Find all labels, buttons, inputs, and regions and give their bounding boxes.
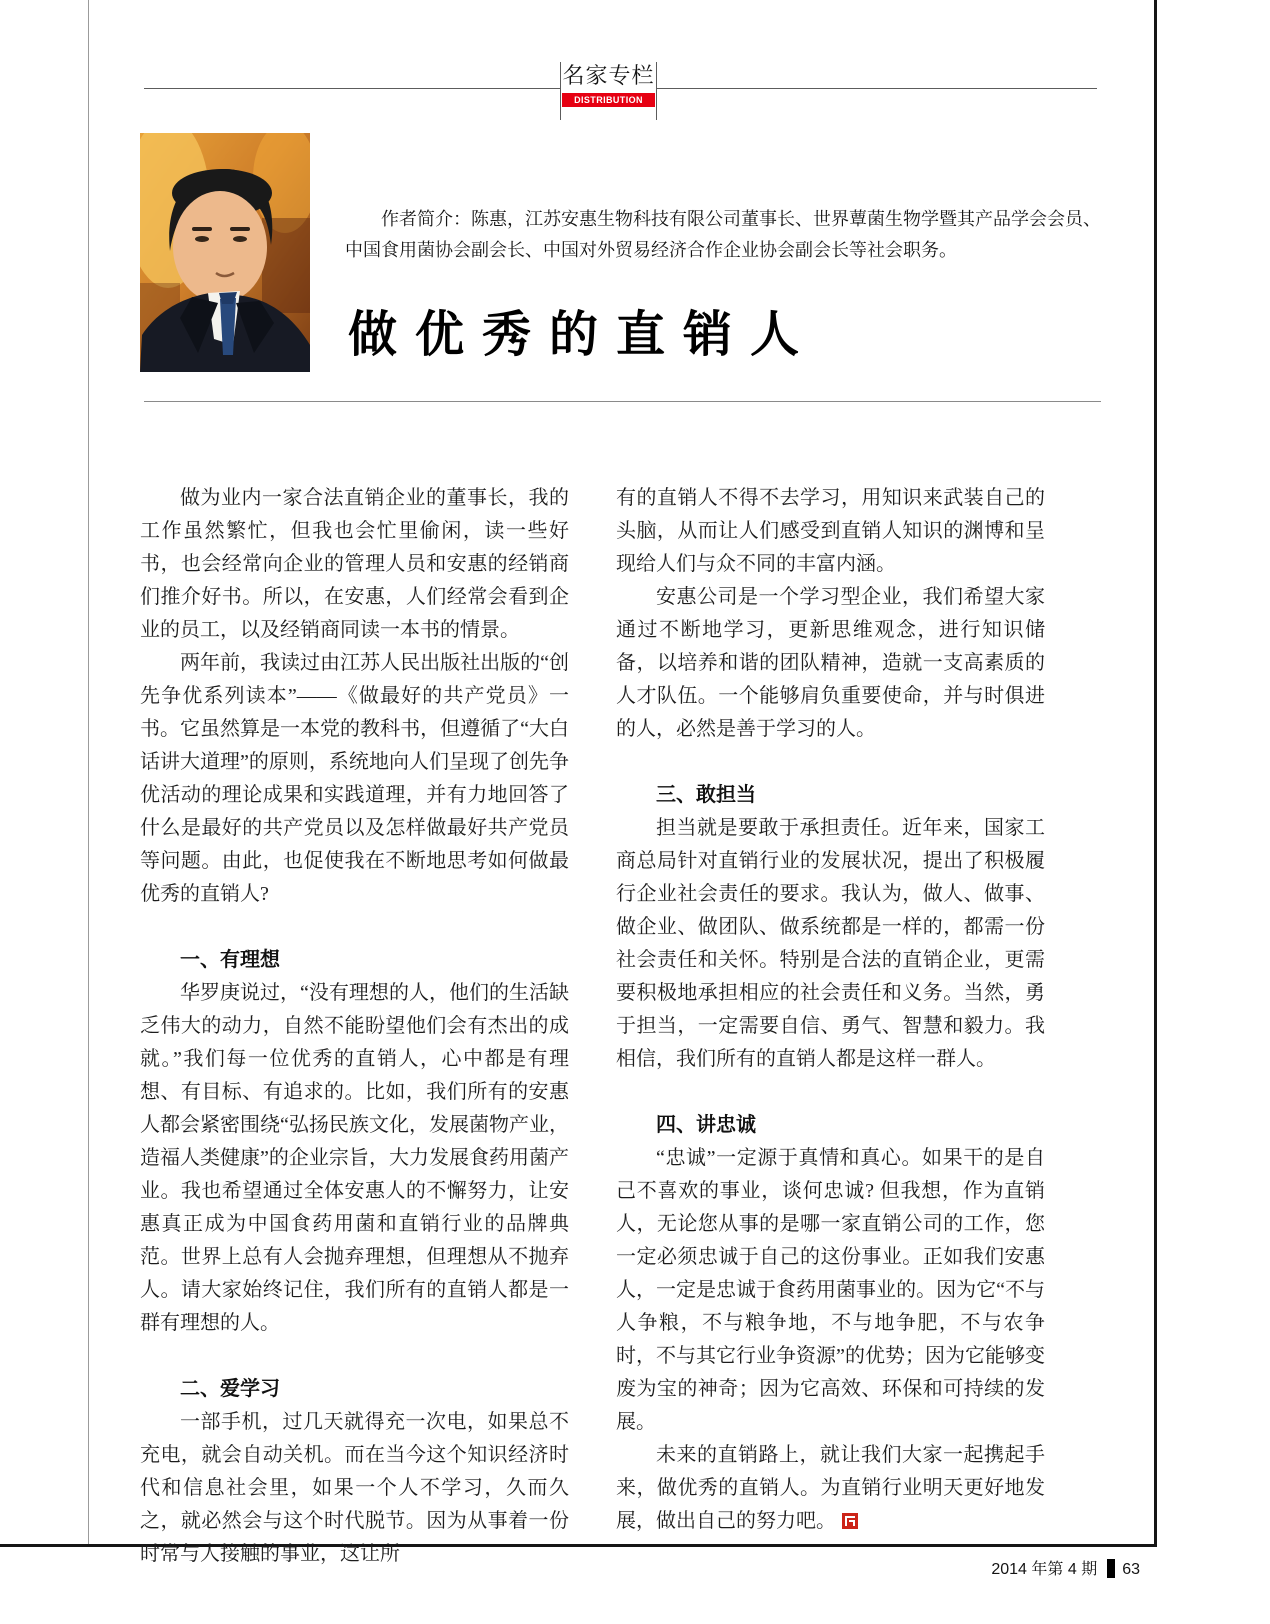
article-column-left: [140, 482, 569, 1571]
header-rule-right: [656, 88, 1097, 89]
section-heading: 一、有理想: [180, 949, 280, 971]
header-divider-right: [656, 62, 657, 120]
paragraph: 担当就是要敢于承担责任。近年来，国家工商总局针对直销行业的发展状况，提出了积极履行企业社会责任的要求。我认为，做人、做事、做企业、做团队、做系统都是一样的，都需一份社会责任和关怀。特别是合法的直销企业，更需要积极地承担相应的社会责任和义务。当然，勇于担当，一定需要自信、勇气、智慧和毅力。我相信，我们所有的直销人都是这样一群人。: [616, 817, 1045, 1070]
paragraph: 两年前，我读过由江苏人民出版社出版的“创先争优系列读本”——《做最好的共产党员》一书。它虽然算是一本党的教科书，但遵循了“大白话讲大道理”的原则，系统地向人们呈现了创先争优活动的理论成果和实践道理，并有力地回答了什么是最好的共产党员以及怎样做最好共产党员等问题。由此，也促使我在不断地思考如何做最优秀的直销人?: [140, 652, 569, 905]
author-intro-line2: 中国食用菌协会副会长、中国对外贸易经济合作企业协会副会长等社会职务。: [345, 240, 957, 260]
page-number: 63: [1122, 1561, 1140, 1578]
article-end-mark-icon: [842, 1513, 858, 1529]
magazine-badge: DISTRIBUTION TIME: [562, 93, 655, 107]
section-heading: 二、爱学习: [180, 1378, 280, 1400]
section-heading: 三、敢担当: [656, 784, 756, 806]
right-margin-line: [1154, 0, 1157, 1546]
paragraph: 做为业内一家合法直销企业的董事长，我的工作虽然繁忙，但我也会忙里偷闲，读一些好书，也会经常向企业的管理人员和安惠的经销商们推介好书。所以，在安惠，人们经常会看到企业的员工，以及经销商同读一本书的情景。: [140, 487, 569, 641]
left-margin-line: [88, 0, 89, 1546]
page-footer: [800, 1556, 1140, 1579]
paragraph: 有的直销人不得不去学习，用知识来武装自己的头脑，从而让人们感受到直销人知识的渊博和呈现给人们与众不同的丰富内涵。: [616, 487, 1045, 575]
footer-bar: [1107, 1559, 1115, 1578]
issue-label: 2014 年第 4 期: [991, 1561, 1098, 1578]
paragraph: 一部手机，过几天就得充一次电，如果总不充电，就会自动关机。而在当今这个知识经济时代和信息社会里，如果一个人不学习，久而久之，就必然会与这个时代脱节。因为从事着一份时常与人接触的事业，这让所: [140, 1411, 569, 1565]
paragraph: 华罗庚说过，“没有理想的人，他们的生活缺乏伟大的动力，自然不能盼望他们会有杰出的成就。”我们每一位优秀的直销人，心中都是有理想、有目标、有追求的。比如，我们所有的安惠人都会紧密围绕“弘扬民族文化，发展菌物产业，造福人类健康”的企业宗旨，大力发展食药用菌产业。我也希望通过全体安惠人的不懈努力，让安惠真正成为中国食药用菌和直销行业的品牌典范。世界上总有人会抛弃理想，但理想从不抛弃人。请大家始终记住，我们所有的直销人都是一群有理想的人。: [140, 982, 569, 1334]
title-section-rule: [144, 401, 1101, 402]
column-header-title: 名家专栏: [562, 63, 655, 88]
paragraph: “忠诚”一定源于真情和真心。如果干的是自己不喜欢的事业，谈何忠诚? 但我想，作为直销人，无论您从事的是哪一家直销公司的工作，您一定必须忠诚于自己的这份事业。正如我们安惠人，一定是忠诚于食药用菌事业的。因为它“不与人争粮，不与粮争地，不与地争肥，不与农争时，不与其它行业争资源”的优势；因为它能够变废为宝的神奇；因为它高效、环保和可持续的发展。: [616, 1147, 1045, 1433]
author-intro-line1: 作者简介：陈惠，江苏安惠生物科技有限公司董事长、世界蕈菌生物学暨其产品学会会员、: [381, 209, 1101, 229]
author-photo: [140, 133, 310, 372]
author-intro: [345, 204, 1123, 266]
paragraph: 安惠公司是一个学习型企业，我们希望大家通过不断地学习，更新思维观念，进行知识储备，以培养和谐的团队精神，造就一支高素质的人才队伍。一个能够肩负重要使命，并与时俱进的人，必然是善于学习的人。: [616, 586, 1045, 740]
article-title: 做优秀的直销人: [348, 308, 818, 362]
section-heading: 四、讲忠诚: [656, 1114, 756, 1136]
header-divider-left: [560, 62, 561, 120]
article-column-right: [616, 482, 1045, 1538]
header-rule-left: [144, 88, 560, 89]
paragraph: 未来的直销路上，就让我们大家一起携起手来，做优秀的直销人。为直销行业明天更好地发展，做出自己的努力吧。: [616, 1444, 1045, 1532]
author-portrait-illustration: [140, 133, 310, 372]
